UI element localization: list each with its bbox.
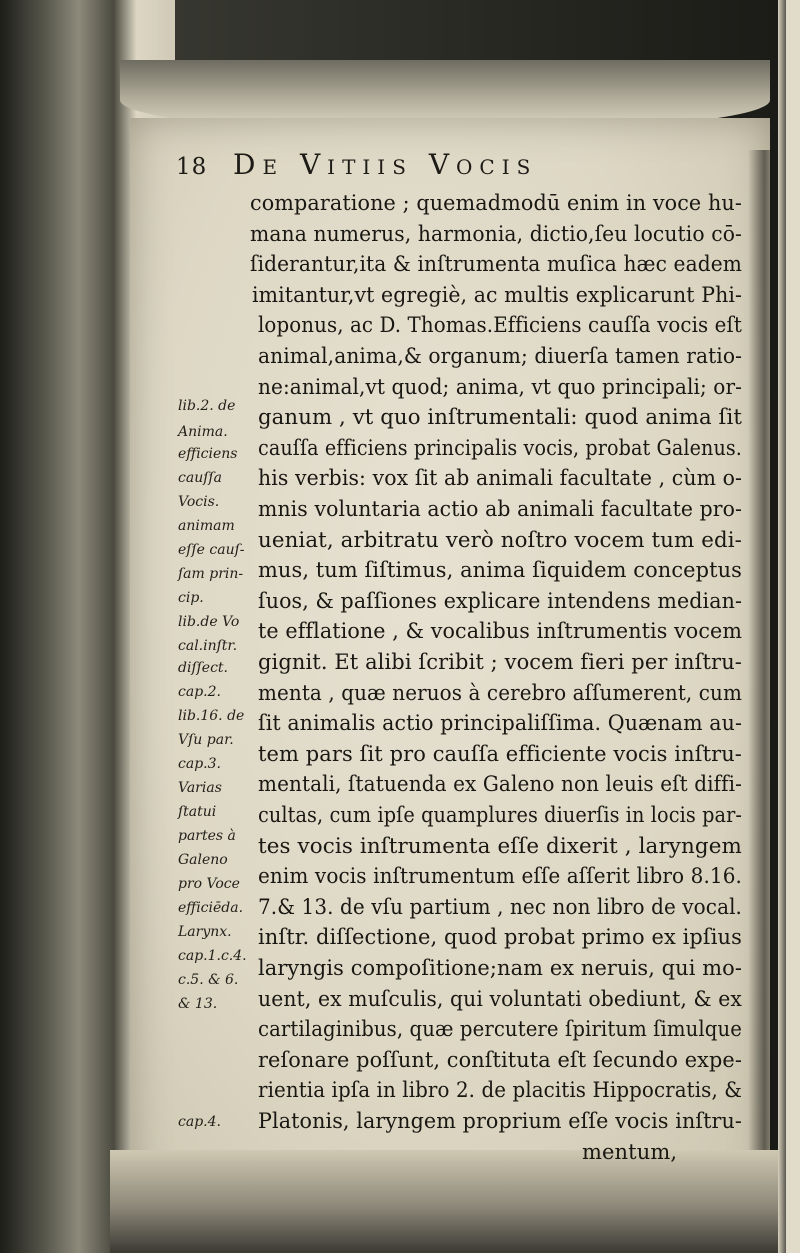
- margin-note: Vocis.: [178, 494, 220, 510]
- body-line: comparatione ; quemadmodū enim in voce hu-: [250, 191, 742, 215]
- margin-note: c.5. & 6.: [178, 972, 239, 988]
- margin-note: animam: [178, 518, 235, 534]
- body-line: uent, ex muſculis, qui voluntati obediunt, & ex: [258, 986, 742, 1011]
- margin-note: Vſu par.: [178, 732, 234, 748]
- margin-note: ſtatui: [178, 804, 217, 820]
- body-line: his verbis: vox ſit ab animali facultate , cùm o-: [258, 466, 742, 491]
- margin-note: & 13.: [178, 996, 218, 1012]
- margin-note: ſam prin-: [178, 566, 244, 582]
- margin-note: eſſe cauſ-: [178, 542, 245, 558]
- running-title: De Vitiis Vocis: [233, 148, 538, 181]
- body-line: ſit animalis actio principaliſſima. Quænam au-: [258, 711, 742, 736]
- body-line: animal,anima,& organum; diuerſa tamen ratio-: [258, 344, 742, 368]
- margin-note: efficiēda.: [178, 900, 244, 916]
- body-line: ne:animal,vt quod; anima, vt quo principali; or-: [258, 374, 742, 399]
- margin-note: Varias: [178, 780, 222, 796]
- body-line: cultas, cum ipſe quamplures diuerſis in locis par-: [258, 803, 742, 827]
- body-line: ſiderantur,ita & inſtrumenta muſica hæc eadem: [250, 252, 742, 277]
- body-line: ganum , vt quo inſtrumentali: quod anima ſit: [258, 405, 742, 430]
- body-line: inſtr. diſſectione, quod probat primo ex ipſius: [258, 925, 742, 950]
- body-line: cartilaginibus, quæ percutere ſpiritum ſimulque: [258, 1017, 742, 1042]
- body-line: imitantur,vt egregiè, ac multis explicarunt Phi-: [252, 282, 742, 307]
- body-line: rientia ipſa in libro 2. de placitis Hippocratis, &: [258, 1078, 742, 1103]
- body-line: tem pars ſit pro cauſſa efficiente vocis inſtru-: [258, 741, 742, 766]
- next-page-sliver: [786, 0, 800, 1253]
- body-line: cauſſa efficiens principalis vocis, probat Galenus.: [258, 435, 742, 460]
- margin-note: diſſect.: [178, 660, 229, 676]
- margin-note: lib.de Vo: [178, 614, 240, 630]
- margin-note: lib.2. de: [178, 398, 236, 414]
- margin-note: cal.inſtr.: [178, 638, 238, 654]
- margin-note: Anima.: [178, 424, 228, 440]
- margin-note: cip.: [178, 590, 204, 606]
- body-line: mana numerus, harmonia, dictio,ſeu locutio cō-: [250, 221, 742, 246]
- body-line: menta , quæ neruos à cerebro aſſumerent, cum: [258, 680, 742, 705]
- body-line: tes vocis inſtrumenta eſſe dixerit , laryngem: [258, 833, 742, 858]
- body-line: loponus, ac D. Thomas.Efficiens cauſſa vocis eſt: [258, 313, 742, 338]
- margin-note: Larynx.: [178, 924, 232, 940]
- page-gutter-shadow: [748, 150, 778, 1150]
- body-line: ueniat, arbitratu verò noſtro vocem tum edi-: [258, 527, 742, 552]
- body-line: 7.& 13. de vſu partium , nec non libro de vocal.: [258, 894, 742, 919]
- body-line: enim vocis inſtrumentum eſſe aſſerit libro 8.16.: [258, 864, 742, 889]
- body-line: mentali, ſtatuenda ex Galeno non leuis eſt diffi-: [258, 772, 742, 797]
- body-line: laryngis compoſitione;nam ex neruis, qui mo-: [258, 956, 742, 980]
- page-bottom-edge: [110, 1150, 790, 1253]
- body-line: gignit. Et alibi ſcribit ; vocem fieri per inſtru-: [258, 650, 742, 674]
- margin-note: cap.1.c.4.: [178, 948, 247, 964]
- margin-note: Galeno: [178, 852, 228, 868]
- margin-note: cap.2.: [178, 684, 221, 700]
- margin-note: cap.4.: [178, 1114, 221, 1130]
- margin-note: cap.3.: [178, 756, 221, 772]
- margin-note: lib.16. de: [178, 708, 245, 724]
- margin-note: pro Voce: [178, 876, 240, 892]
- margin-note: partes à: [178, 828, 236, 844]
- body-line: te efflatione , & vocalibus inſtrumentis vocem: [258, 619, 742, 644]
- body-line: ſuos, & paſſiones explicare intendens median-: [258, 588, 742, 613]
- body-line: mus, tum ſiſtimus, anima ſiquidem conceptus: [258, 558, 742, 583]
- margin-note: efficiens: [178, 446, 238, 462]
- body-line: mentum,: [582, 1139, 678, 1164]
- margin-note: cauſſa: [178, 470, 222, 486]
- body-line: Platonis, laryngem proprium eſſe vocis inſtru-: [258, 1109, 742, 1133]
- page-number: 18: [176, 154, 208, 180]
- body-line: reſonare poſſunt, conſtituta eſt ſecundo expe-: [258, 1047, 742, 1072]
- body-line: mnis voluntaria actio ab animali facultate pro-: [258, 497, 742, 521]
